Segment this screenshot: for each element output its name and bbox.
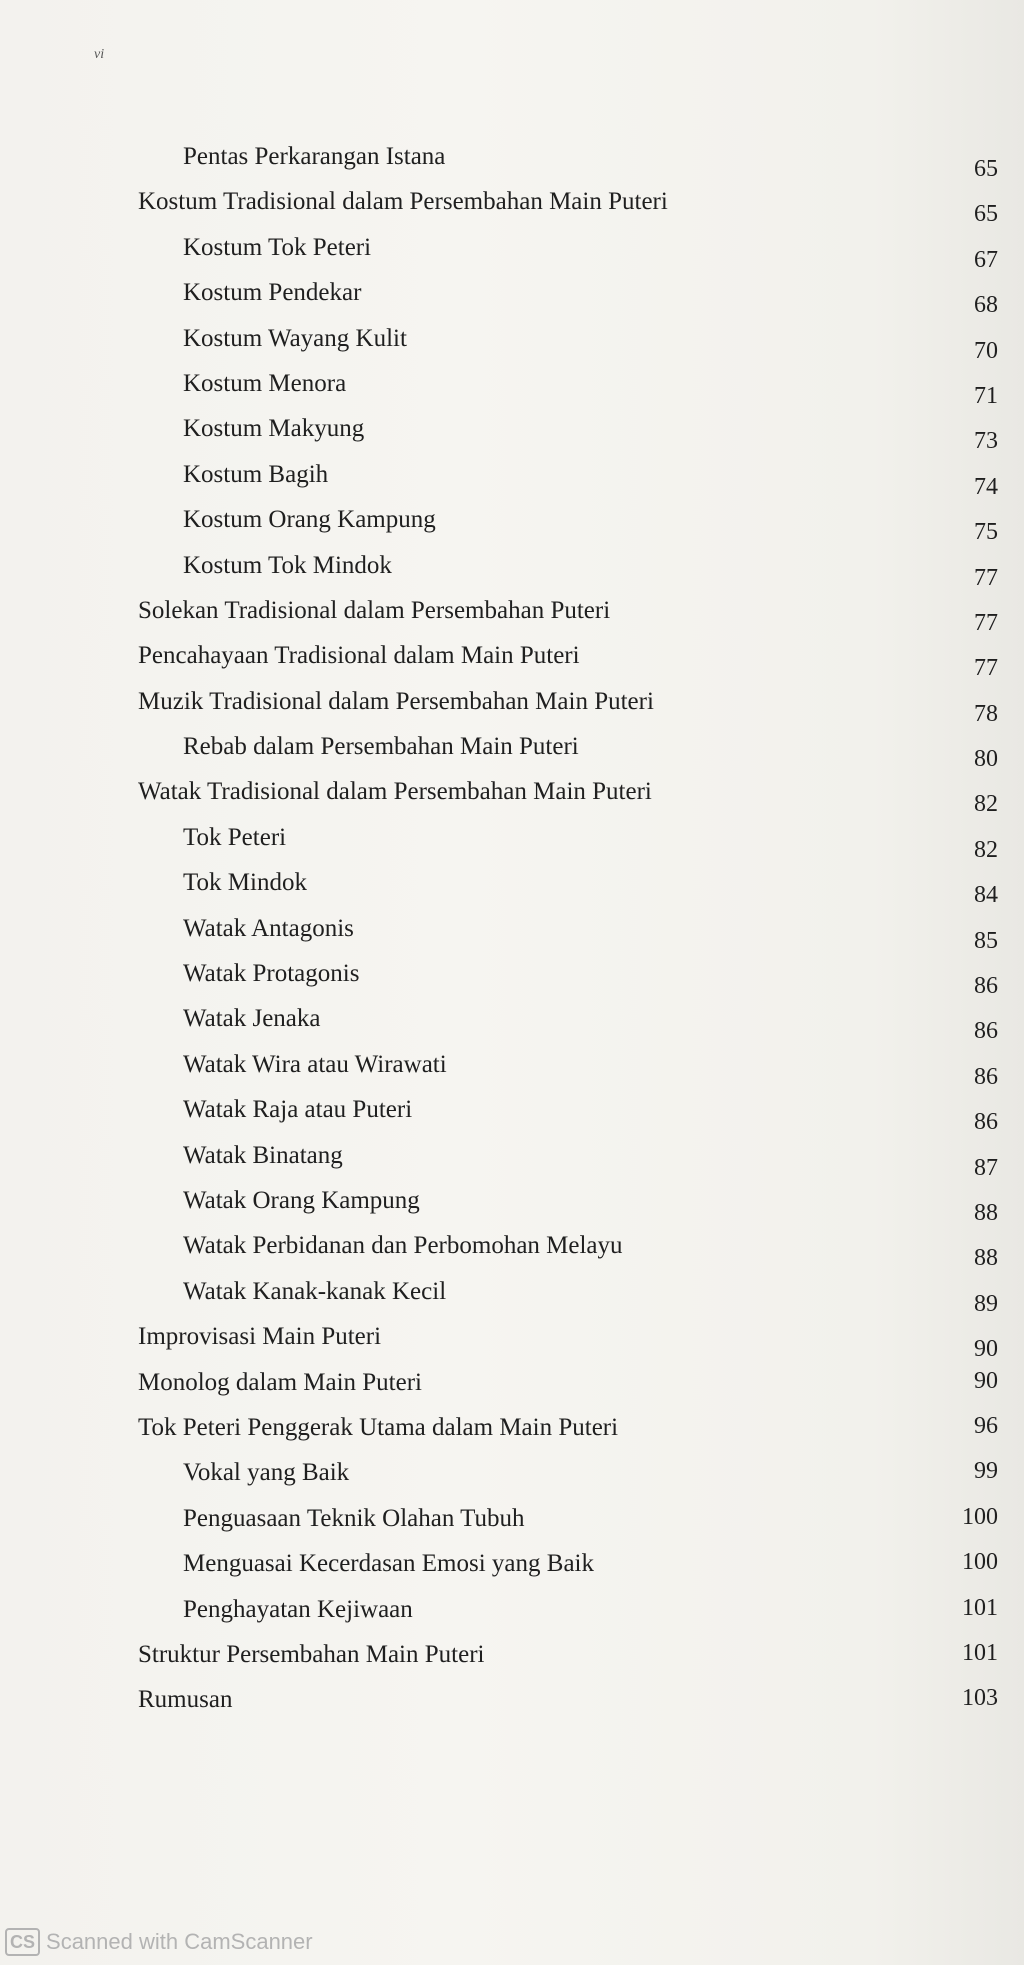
toc-entry <box>0 1139 1024 1184</box>
toc-entry <box>0 730 1024 775</box>
toc-entry-page-number: 75 <box>974 519 998 546</box>
toc-entry <box>0 1002 1024 1047</box>
toc-entry <box>0 1456 1024 1501</box>
toc-entry-title: Muzik Tradisional dalam Persembahan Main Puteri <box>138 687 654 715</box>
toc-entry <box>0 1366 1024 1411</box>
toc-entry-page-number: 80 <box>974 746 998 773</box>
toc-entry <box>0 1411 1024 1456</box>
toc-entry-title: Tok Mindok <box>183 869 307 897</box>
toc-entry <box>0 957 1024 1002</box>
toc-entry <box>0 1683 1024 1728</box>
toc-entry-title: Vokal yang Baik <box>183 1459 350 1487</box>
toc-entry-title: Kostum Bagih <box>183 460 329 488</box>
toc-entry <box>0 775 1024 820</box>
toc-entry <box>0 1275 1024 1320</box>
toc-entry-page-number: 87 <box>974 1154 998 1181</box>
toc-entry-title: Watak Orang Kampung <box>183 1186 420 1214</box>
toc-entry-page-number: 74 <box>974 473 998 500</box>
toc-entry-page-number: 65 <box>974 201 998 228</box>
table-of-contents <box>0 140 1024 1729</box>
toc-entry-title: Rumusan <box>138 1686 233 1714</box>
toc-entry <box>0 1547 1024 1592</box>
toc-entry <box>0 140 1024 185</box>
toc-entry-page-number: 77 <box>974 655 998 682</box>
toc-entry <box>0 685 1024 730</box>
toc-entry-page-number: 86 <box>974 973 998 1000</box>
toc-entry-page-number: 100 <box>962 1503 998 1530</box>
toc-entry-page-number: 77 <box>974 609 998 636</box>
toc-entry <box>0 276 1024 321</box>
toc-entry <box>0 549 1024 594</box>
toc-entry-page-number: 88 <box>974 1245 998 1272</box>
toc-entry-page-number: 71 <box>974 382 998 409</box>
toc-entry-page-number: 65 <box>974 156 998 182</box>
toc-entry-page-number: 90 <box>974 1367 998 1394</box>
toc-entry-page-number: 86 <box>974 1109 998 1136</box>
toc-entry-page-number: 85 <box>974 927 998 954</box>
toc-entry-title: Pencahayaan Tradisional dalam Main Puteri <box>138 642 580 670</box>
toc-entry <box>0 821 1024 866</box>
toc-entry <box>0 866 1024 911</box>
toc-entry <box>0 367 1024 412</box>
toc-entry-title: Improvisasi Main Puteri <box>138 1323 382 1351</box>
toc-entry-page-number: 78 <box>974 700 998 727</box>
toc-entry <box>0 503 1024 548</box>
toc-entry-title: Monolog dalam Main Puteri <box>138 1368 422 1396</box>
toc-entry-title: Kostum Tok Peteri <box>183 233 372 261</box>
toc-entry <box>0 1593 1024 1638</box>
toc-entry-title: Kostum Wayang Kulit <box>183 324 407 352</box>
toc-entry-page-number: 86 <box>974 1063 998 1090</box>
toc-entry-title: Watak Wira atau Wirawati <box>183 1050 447 1078</box>
toc-entry-page-number: 82 <box>974 791 998 818</box>
toc-entry <box>0 639 1024 684</box>
toc-entry-title: Tok Peteri <box>183 823 287 851</box>
toc-entry-page-number: 70 <box>974 337 998 364</box>
toc-entry-title: Watak Protagonis <box>183 960 360 988</box>
toc-entry-title: Watak Tradisional dalam Persembahan Main Puteri <box>138 778 652 806</box>
toc-entry-title: Penghayatan Kejiwaan <box>183 1595 413 1623</box>
toc-entry-title: Solekan Tradisional dalam Persembahan Puteri <box>138 596 611 624</box>
toc-entry-title: Kostum Tok Mindok <box>183 551 392 579</box>
toc-entry-page-number: 100 <box>962 1549 998 1576</box>
toc-entry-title: Watak Jenaka <box>183 1005 321 1033</box>
toc-entry-title: Watak Antagonis <box>183 914 354 942</box>
toc-entry <box>0 1502 1024 1547</box>
toc-entry <box>0 1638 1024 1683</box>
toc-entry-title: Watak Kanak-kanak Kecil <box>183 1277 447 1305</box>
page-folio: vi <box>94 47 105 62</box>
toc-entry-page-number: 73 <box>974 428 998 455</box>
toc-entry <box>0 458 1024 503</box>
toc-entry-title: Kostum Menora <box>183 369 347 397</box>
toc-entry-title: Penguasaan Teknik Olahan Tubuh <box>183 1504 525 1532</box>
toc-entry-title: Rebab dalam Persembahan Main Puteri <box>183 733 579 761</box>
toc-entry-page-number: 84 <box>974 882 998 909</box>
toc-entry <box>0 1229 1024 1274</box>
toc-entry-title: Watak Perbidanan dan Perbomohan Melayu <box>183 1232 623 1260</box>
toc-entry-title: Kostum Tradisional dalam Persembahan Main Puteri <box>138 188 668 216</box>
toc-entry-page-number: 90 <box>974 1336 998 1363</box>
camscanner-logo-icon: CS <box>5 1928 40 1956</box>
toc-entry-page-number: 89 <box>974 1290 998 1317</box>
toc-entry-title: Struktur Persembahan Main Puteri <box>138 1640 485 1668</box>
toc-entry-title: Kostum Pendekar <box>183 279 362 307</box>
toc-entry-page-number: 103 <box>962 1685 998 1712</box>
toc-entry <box>0 231 1024 276</box>
toc-entry-title: Tok Peteri Penggerak Utama dalam Main Puteri <box>138 1413 619 1441</box>
toc-entry-page-number: 101 <box>962 1594 998 1621</box>
toc-entry-page-number: 96 <box>974 1412 998 1439</box>
toc-entry-page-number: 101 <box>962 1639 998 1666</box>
toc-entry-page-number: 86 <box>974 1018 998 1045</box>
toc-entry <box>0 912 1024 957</box>
watermark-text: Scanned with CamScanner <box>46 1929 313 1954</box>
toc-entry-page-number: 67 <box>974 246 998 273</box>
toc-entry-page-number: 68 <box>974 292 998 319</box>
toc-entry <box>0 1093 1024 1138</box>
toc-entry-title: Kostum Makyung <box>183 415 365 443</box>
toc-entry-page-number: 82 <box>974 836 998 863</box>
toc-entry <box>0 1320 1024 1365</box>
toc-entry <box>0 1048 1024 1093</box>
toc-entry-title: Watak Binatang <box>183 1141 343 1169</box>
toc-entry <box>0 322 1024 367</box>
toc-entry-title: Kostum Orang Kampung <box>183 506 436 534</box>
toc-entry-title: Menguasai Kecerdasan Emosi yang Baik <box>183 1550 594 1578</box>
toc-entry-title: Watak Raja atau Puteri <box>183 1096 413 1124</box>
toc-entry <box>0 412 1024 457</box>
toc-entry-title: Pentas Perkarangan Istana <box>183 143 446 170</box>
toc-entry <box>0 1184 1024 1229</box>
toc-entry-page-number: 88 <box>974 1199 998 1226</box>
toc-entry <box>0 185 1024 230</box>
camscanner-watermark <box>5 1928 313 1956</box>
toc-entry-page-number: 99 <box>974 1458 998 1485</box>
toc-entry-page-number: 77 <box>974 564 998 591</box>
toc-entry <box>0 594 1024 639</box>
